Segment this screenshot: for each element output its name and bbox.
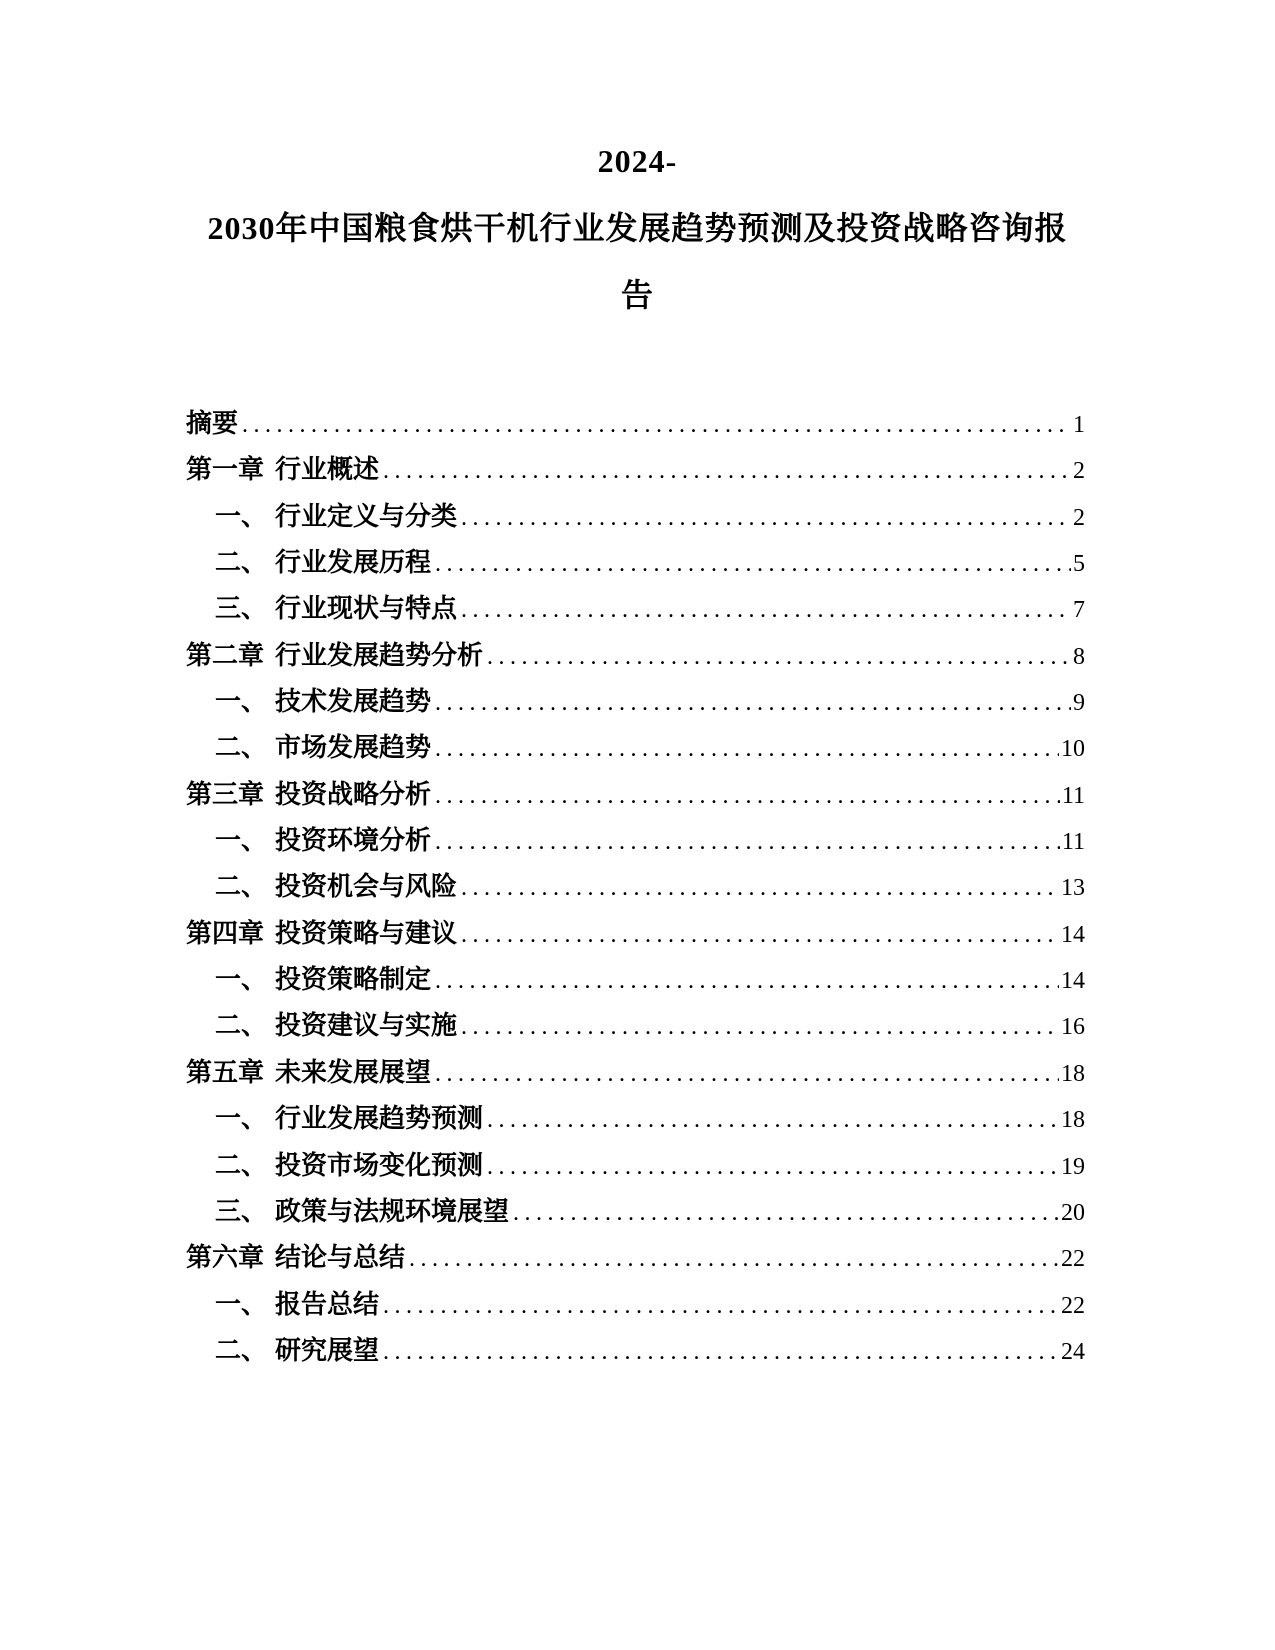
toc-entry-label: 投资战略分析 bbox=[275, 779, 432, 809]
toc-entry-number: 二、 bbox=[215, 733, 268, 763]
toc-dot-leader bbox=[238, 402, 1071, 448]
toc-entry[interactable] bbox=[186, 540, 1085, 586]
toc-entry-number: 二、 bbox=[215, 548, 268, 578]
toc-entry-number: 第五章 bbox=[186, 1057, 265, 1087]
toc-entry-label: 投资策略制定 bbox=[275, 965, 432, 995]
toc-entry-page: 10 bbox=[1061, 736, 1085, 763]
toc-entry[interactable] bbox=[186, 633, 1085, 679]
toc-entry[interactable] bbox=[186, 1050, 1085, 1096]
toc-entry-page: 8 bbox=[1073, 643, 1085, 670]
toc-dot-leader bbox=[483, 1097, 1059, 1143]
report-title-line: 2030年中国粮食烘干机行业发展趋势预测及投资战略咨询报 bbox=[207, 210, 1068, 246]
toc-entry[interactable] bbox=[186, 447, 1085, 493]
toc-entry-label: 行业发展趋势预测 bbox=[275, 1104, 484, 1134]
toc-entry[interactable] bbox=[186, 1282, 1085, 1328]
toc-entry-page: 14 bbox=[1061, 968, 1085, 995]
toc-dot-leader bbox=[483, 634, 1071, 680]
report-title-line: 告 bbox=[620, 277, 654, 313]
toc-dot-leader bbox=[457, 912, 1059, 958]
toc-entry[interactable] bbox=[186, 1235, 1085, 1281]
toc-entry-label: 投资机会与风险 bbox=[275, 872, 458, 902]
toc-dot-leader bbox=[431, 1051, 1059, 1097]
toc-dot-leader bbox=[431, 541, 1071, 587]
toc-entry-number: 一、 bbox=[215, 1289, 268, 1319]
toc-entry-page: 11 bbox=[1061, 829, 1085, 856]
toc-dot-leader bbox=[509, 1190, 1059, 1236]
toc-dot-leader bbox=[431, 773, 1060, 819]
report-title-line: 2024- bbox=[597, 143, 678, 179]
toc-entry-number: 二、 bbox=[215, 872, 268, 902]
toc-entry-page: 24 bbox=[1061, 1338, 1085, 1365]
toc-entry[interactable] bbox=[186, 679, 1085, 725]
toc-dot-leader bbox=[483, 1144, 1059, 1190]
toc-entry-page: 11 bbox=[1061, 782, 1085, 809]
toc-entry[interactable] bbox=[186, 1143, 1085, 1189]
toc-entry-label: 行业发展趋势分析 bbox=[275, 640, 484, 670]
toc-entry-page: 19 bbox=[1061, 1153, 1085, 1180]
toc-entry-page: 20 bbox=[1061, 1199, 1085, 1226]
toc-entry-number: 三、 bbox=[215, 594, 268, 624]
toc-entry-label: 政策与法规环境展望 bbox=[275, 1196, 510, 1226]
toc-entry[interactable] bbox=[186, 864, 1085, 910]
toc-entry-page: 18 bbox=[1061, 1060, 1085, 1087]
toc-entry-page: 1 bbox=[1073, 412, 1085, 438]
toc-entry-label: 投资策略与建议 bbox=[275, 918, 458, 948]
toc-entry-label: 摘要 bbox=[186, 409, 239, 438]
toc-entry[interactable] bbox=[186, 401, 1085, 447]
toc-entry-label: 行业发展历程 bbox=[275, 548, 432, 578]
toc-entry-label: 市场发展趋势 bbox=[275, 733, 432, 763]
toc-dot-leader bbox=[457, 865, 1059, 911]
toc-entry-label: 结论与总结 bbox=[275, 1243, 406, 1273]
toc-entry-number: 二、 bbox=[215, 1150, 268, 1180]
toc-entry[interactable] bbox=[186, 1003, 1085, 1049]
toc-entry-page: 14 bbox=[1061, 921, 1085, 948]
toc-entry-number: 一、 bbox=[215, 965, 268, 995]
toc-dot-leader bbox=[457, 587, 1071, 633]
toc-entry[interactable] bbox=[186, 772, 1085, 818]
toc-entry-number: 一、 bbox=[215, 1104, 268, 1134]
toc-entry-number: 第四章 bbox=[186, 918, 265, 948]
toc-entry-number: 二、 bbox=[215, 1335, 268, 1365]
toc-entry-label: 投资建议与实施 bbox=[275, 1011, 458, 1041]
toc-entry-number: 三、 bbox=[215, 1196, 268, 1226]
toc-entry-number: 第三章 bbox=[186, 779, 265, 809]
toc-entry-label: 投资环境分析 bbox=[275, 826, 432, 856]
toc-entry-number: 第一章 bbox=[186, 455, 265, 485]
toc-entry-label: 报告总结 bbox=[275, 1289, 380, 1319]
toc-entry-page: 16 bbox=[1061, 1014, 1085, 1041]
report-title bbox=[186, 128, 1089, 329]
toc-entry-page: 2 bbox=[1073, 504, 1085, 531]
toc-entry-label: 行业概述 bbox=[275, 455, 380, 485]
toc-dot-leader bbox=[457, 495, 1071, 541]
toc-entry-label: 技术发展趋势 bbox=[275, 687, 432, 717]
toc-entry[interactable] bbox=[186, 1096, 1085, 1142]
toc-dot-leader bbox=[431, 680, 1071, 726]
toc-entry-page: 22 bbox=[1061, 1246, 1085, 1273]
toc-entry[interactable] bbox=[186, 1189, 1085, 1235]
toc bbox=[186, 401, 1085, 1374]
toc-entry[interactable] bbox=[186, 911, 1085, 957]
toc-entry-label: 研究展望 bbox=[275, 1335, 380, 1365]
toc-entry-number: 第二章 bbox=[186, 640, 265, 670]
toc-entry-label: 未来发展展望 bbox=[275, 1057, 432, 1087]
toc-entry-page: 7 bbox=[1073, 597, 1085, 624]
toc-dot-leader bbox=[431, 726, 1059, 772]
toc-entry-page: 18 bbox=[1061, 1107, 1085, 1134]
toc-entry-label: 行业定义与分类 bbox=[275, 501, 458, 531]
toc-dot-leader bbox=[431, 958, 1059, 1004]
toc-entry-page: 22 bbox=[1061, 1292, 1085, 1319]
toc-entry-page: 2 bbox=[1073, 458, 1085, 485]
toc-entry-number: 二、 bbox=[215, 1011, 268, 1041]
toc-entry[interactable] bbox=[186, 494, 1085, 540]
toc-dot-leader bbox=[379, 1329, 1059, 1375]
toc-dot-leader bbox=[379, 448, 1071, 494]
toc-entry[interactable] bbox=[186, 586, 1085, 632]
toc-entry-label: 投资市场变化预测 bbox=[275, 1150, 484, 1180]
toc-entry[interactable] bbox=[186, 1328, 1085, 1374]
toc-entry[interactable] bbox=[186, 957, 1085, 1003]
toc-entry[interactable] bbox=[186, 818, 1085, 864]
toc-entry-label: 行业现状与特点 bbox=[275, 594, 458, 624]
toc-dot-leader bbox=[457, 1004, 1059, 1050]
toc-entry-number: 第六章 bbox=[186, 1243, 265, 1273]
toc-entry-number: 一、 bbox=[215, 826, 268, 856]
toc-entry-page: 13 bbox=[1061, 875, 1085, 902]
toc-dot-leader bbox=[431, 819, 1060, 865]
toc-entry-number: 一、 bbox=[215, 501, 268, 531]
toc-entry-page: 5 bbox=[1073, 551, 1085, 578]
toc-entry[interactable] bbox=[186, 725, 1085, 771]
toc-dot-leader bbox=[405, 1236, 1059, 1282]
toc-dot-leader bbox=[379, 1283, 1059, 1329]
toc-entry-page: 9 bbox=[1073, 690, 1085, 717]
toc-entry-number: 一、 bbox=[215, 687, 268, 717]
